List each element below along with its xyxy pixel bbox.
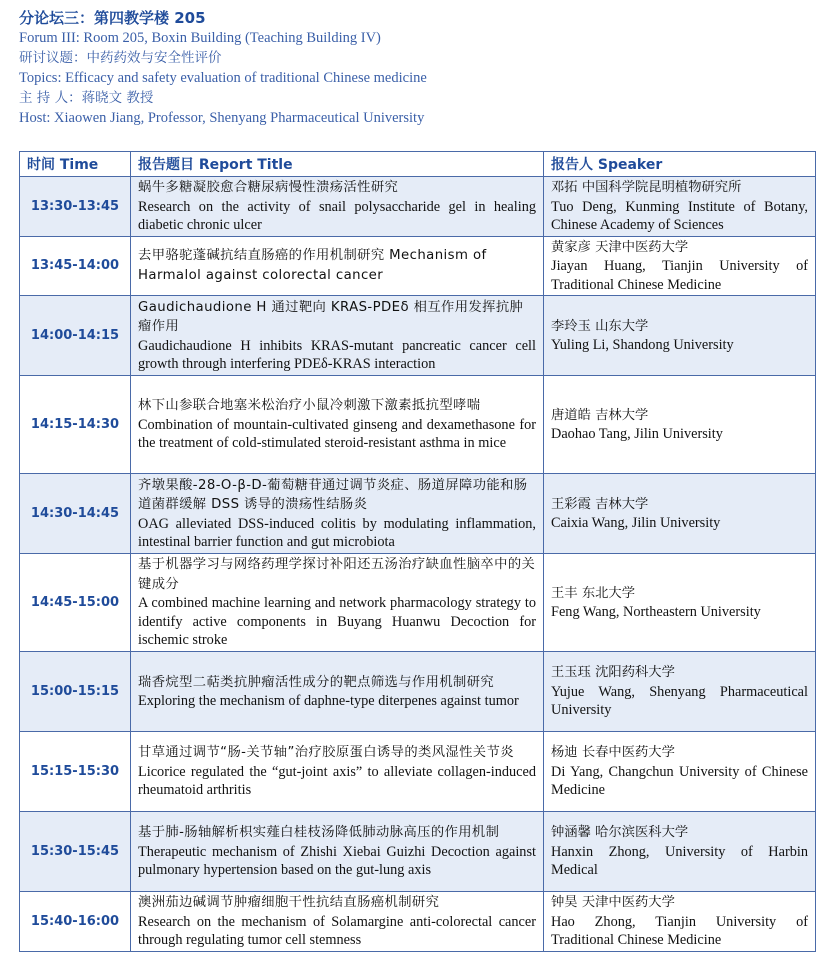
table-row [20,554,816,652]
speaker-en: Di Yang, Changchun University of Chinese Medicine [551,763,808,799]
report-title-cell [131,554,544,652]
session-time: 15:15-15:30 [20,732,131,812]
report-title-cell [131,177,544,237]
speaker-cn: 唐道皓 吉林大学 [551,407,649,423]
report-title-cn: 基于机器学习与网络药理学探讨补阳还五汤治疗缺血性脑卒中的关键成分 [138,557,536,592]
table-row [20,892,816,952]
session-time: 15:30-15:45 [20,812,131,892]
header-time: 时间 Time [20,152,131,177]
report-title-cn: Gaudichaudione H 通过靶向 KRAS-PDEδ 相互作用发挥抗肿瘤作用 [138,299,524,334]
report-title-cn: 基于肺-肠轴解析枳实薤白桂枝汤降低肺动脉高压的作用机制 [138,825,500,841]
report-title-en: Research on the activity of snail polysaccharide gel in healing diabetic chronic ulcer [138,198,536,233]
speaker-cn: 王彩霞 吉林大学 [551,496,649,512]
speaker-en: Hao Zhong, Tianjin University of Traditional Chinese Medicine [551,913,808,948]
report-title-en: Licorice regulated the “gut-joint axis” to alleviate collagen-induced rheumatoid arthritis [138,763,536,799]
speaker-cell [544,892,816,952]
speaker-cn: 王玉珏 沈阳药科大学 [551,665,675,681]
table-row [20,177,816,237]
table-row [20,376,816,474]
table-header-row [20,152,816,177]
session-time: 14:30-14:45 [20,474,131,554]
speaker-en: Hanxin Zhong, University of Harbin Medical [551,843,808,879]
session-time: 13:45-14:00 [20,236,131,296]
speaker-cn: 钟昊 天津中医药大学 [551,895,675,910]
session-time: 15:40-16:00 [20,892,131,952]
report-title-en: Exploring the mechanism of daphne-type diterpenes against tumor [138,693,519,709]
schedule-table [19,151,816,952]
session-time: 15:00-15:15 [20,652,131,732]
host-cn: 主 持 人：蒋晓文 教授 [19,90,154,106]
report-title-cn: 甘草通过调节“肠-关节轴”治疗胶原蛋白诱导的类风湿性关节炎 [138,745,514,761]
speaker-en: Caixia Wang, Jilin University [551,515,721,531]
forum-header [19,8,819,128]
report-title-cn: 林下山参联合地塞米松治疗小鼠冷刺激下激素抵抗型哮喘 [138,398,481,414]
speaker-en: Feng Wang, Northeastern University [551,604,761,620]
speaker-cell [544,732,816,812]
speaker-cn: 杨迪 长春中医药大学 [551,745,675,761]
report-title-cell [131,652,544,732]
speaker-cn: 邓拓 中国科学院昆明植物研究所 [551,180,742,195]
speaker-en: Daohao Tang, Jilin University [551,426,723,442]
report-title-en: OAG alleviated DSS-induced colitis by modulating inflammation, intestinal barrier function and gut microbiota [138,515,536,550]
speaker-cn: 黄家彦 天津中医药大学 [551,239,689,255]
report-title-cell [131,296,544,376]
table-row [20,812,816,892]
report-title-cn: 瑞香烷型二萜类抗肿瘤活性成分的靶点筛选与作用机制研究 [138,674,495,690]
speaker-cell [544,236,816,296]
speaker-cell [544,812,816,892]
header-speaker: 报告人 Speaker [544,152,816,177]
speaker-cell [544,376,816,474]
report-title-cell [131,732,544,812]
topic-cn: 研讨议题：中药药效与安全性评价 [19,50,222,66]
speaker-en: Yujue Wang, Shenyang Pharmaceutical University [551,683,808,719]
report-title-cn: 齐墩果酸-28-O-β-D-葡萄糖苷通过调节炎症、肠道屏障功能和肠道菌群缓解 DSS 诱导的溃疡性结肠炎 [138,477,528,512]
report-title-en: Combination of mountain-cultivated ginseng and dexamethasone for the treatment of cold-stimulated steroid-resistant asthma in mice [138,416,536,452]
session-time: 14:45-15:00 [20,554,131,652]
report-title-cell [131,474,544,554]
report-title-cell [131,812,544,892]
table-row [20,474,816,554]
forum-title: 分论坛三：第四教学楼 205 [19,9,206,27]
speaker-cn: 王丰 东北大学 [551,585,636,601]
report-title-cn: 去甲骆驼蓬碱抗结直肠癌的作用机制研究 Mechanism of Harmalol against colorectal cancer [138,248,487,283]
table-row [20,732,816,812]
report-title-cn: 澳洲茄边碱调节肿瘤细胞干性抗结直肠癌机制研究 [138,895,440,910]
speaker-cell [544,474,816,554]
speaker-cn: 钟涵馨 哈尔滨医科大学 [551,825,689,841]
topic-en: Topics: Efficacy and safety evaluation of traditional Chinese medicine [19,70,427,86]
session-time: 13:30-13:45 [20,177,131,237]
report-title-cell [131,892,544,952]
speaker-cn: 李玲玉 山东大学 [551,318,649,334]
host-en: Host: Xiaowen Jiang, Professor, Shenyang Pharmaceutical University [19,110,425,126]
report-title-cn: 蜗牛多糖凝胶愈合糖尿病慢性溃疡活性研究 [138,180,399,195]
table-row [20,652,816,732]
session-time: 14:00-14:15 [20,296,131,376]
header-title: 报告题目 Report Title [131,152,544,177]
report-title-en: A combined machine learning and network pharmacology strategy to identify active components in Buyang Huanwu Decoction for ischemic stroke [138,595,536,649]
forum-room-en: Forum III: Room 205, Boxin Building (Teaching Building IV) [19,30,381,46]
report-title-en: Research on the mechanism of Solamargine anti-colorectal cancer through regulating tumor cell stemness [138,913,536,948]
speaker-cell [544,554,816,652]
speaker-en: Yuling Li, Shandong University [551,337,734,353]
speaker-cell [544,296,816,376]
report-title-en: Therapeutic mechanism of Zhishi Xiebai Guizhi Decoction against pulmonary hypertension based on the gut-lung axis [138,843,536,879]
table-row [20,236,816,296]
speaker-en: Jiayan Huang, Tianjin University of Traditional Chinese Medicine [551,258,808,293]
report-title-cell [131,236,544,296]
report-title-en: Gaudichaudione H inhibits KRAS-mutant pancreatic cancer cell growth through interfering PDEδ-KRAS interaction [138,337,536,372]
speaker-en: Tuo Deng, Kunming Institute of Botany, Chinese Academy of Sciences [551,198,808,233]
speaker-cell [544,177,816,237]
table-row [20,296,816,376]
report-title-cell [131,376,544,474]
speaker-cell [544,652,816,732]
session-time: 14:15-14:30 [20,376,131,474]
